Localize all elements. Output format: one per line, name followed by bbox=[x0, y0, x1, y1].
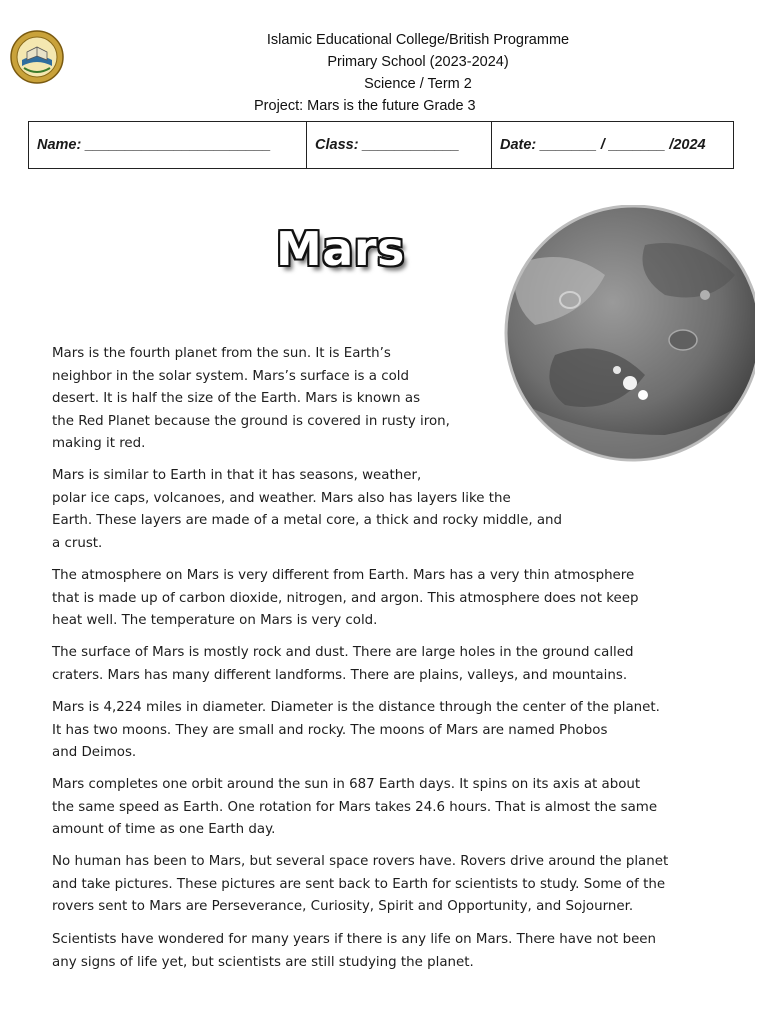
paragraph-intro: Mars is the fourth planet from the sun. It is Earth’s neighbor in the solar system. Mars’s surface is a cold desert. It is half the size of the Earth. Mars is known as the Red Planet because the ground is covered in rusty iron, making it red. bbox=[52, 346, 450, 452]
paragraph-orbit: Mars completes one orbit around the sun in 687 Earth days. It spins on its axis at about the same speed as Earth. One rotation for Mars takes 24.6 hours. That is almost the same amount of time as one Earth day. bbox=[52, 777, 658, 838]
document-header bbox=[220, 29, 616, 117]
paragraph-atmosphere: The atmosphere on Mars is very different from Earth. Mars has a very thin atmosphere that is made up of carbon dioxide, nitrogen, and argon. This atmosphere does not keep heat well. The temperature on Mars is very cold. bbox=[52, 568, 639, 629]
paragraph-rovers: No human has been to Mars, but several space rovers have. Rovers drive around the planet and take pictures. These pictures are sent back to Earth for scientists to study. Some of the rovers sent to Mars are Perseverance, Curiosity, Spirit and Opportunity, and Sojourner. bbox=[52, 854, 669, 915]
student-info-table bbox=[28, 121, 734, 169]
paragraph-similarities: Mars is similar to Earth in that it has seasons, weather, polar ice caps, volcanoes, and weather. Mars also has layers like the Earth. These layers are made of a metal core, a thick and rocky middle, and a crust. bbox=[52, 468, 563, 551]
page-title: Mars bbox=[276, 222, 405, 276]
school-name: Islamic Educational College/British Programme bbox=[266, 32, 570, 48]
school-section: Primary School (2023-2024) bbox=[327, 54, 509, 70]
name-field[interactable]: Name: _______________________ bbox=[29, 122, 307, 168]
date-field[interactable]: Date: _______ / _______ /2024 bbox=[500, 137, 706, 153]
paragraph-surface: The surface of Mars is mostly rock and dust. There are large holes in the ground called craters. Mars has many different landforms. There are plains, valleys, and mountains. bbox=[52, 645, 634, 683]
school-logo bbox=[10, 30, 64, 84]
paragraph-size-moons: Mars is 4,224 miles in diameter. Diameter is the distance through the center of the planet. It has two moons. They are small and rocky. The moons of Mars are named Phobos and Deimos. bbox=[52, 700, 660, 761]
project-title: Project: Mars is the future Grade 3 bbox=[254, 98, 476, 114]
subject-term: Science / Term 2 bbox=[364, 76, 472, 92]
paragraph-life: Scientists have wondered for many years if there is any life on Mars. There have not been any signs of life yet, but scientists are still studying the planet. bbox=[52, 932, 657, 970]
mars-planet-image bbox=[495, 205, 755, 465]
class-field[interactable]: Class: ____________ bbox=[307, 122, 492, 168]
